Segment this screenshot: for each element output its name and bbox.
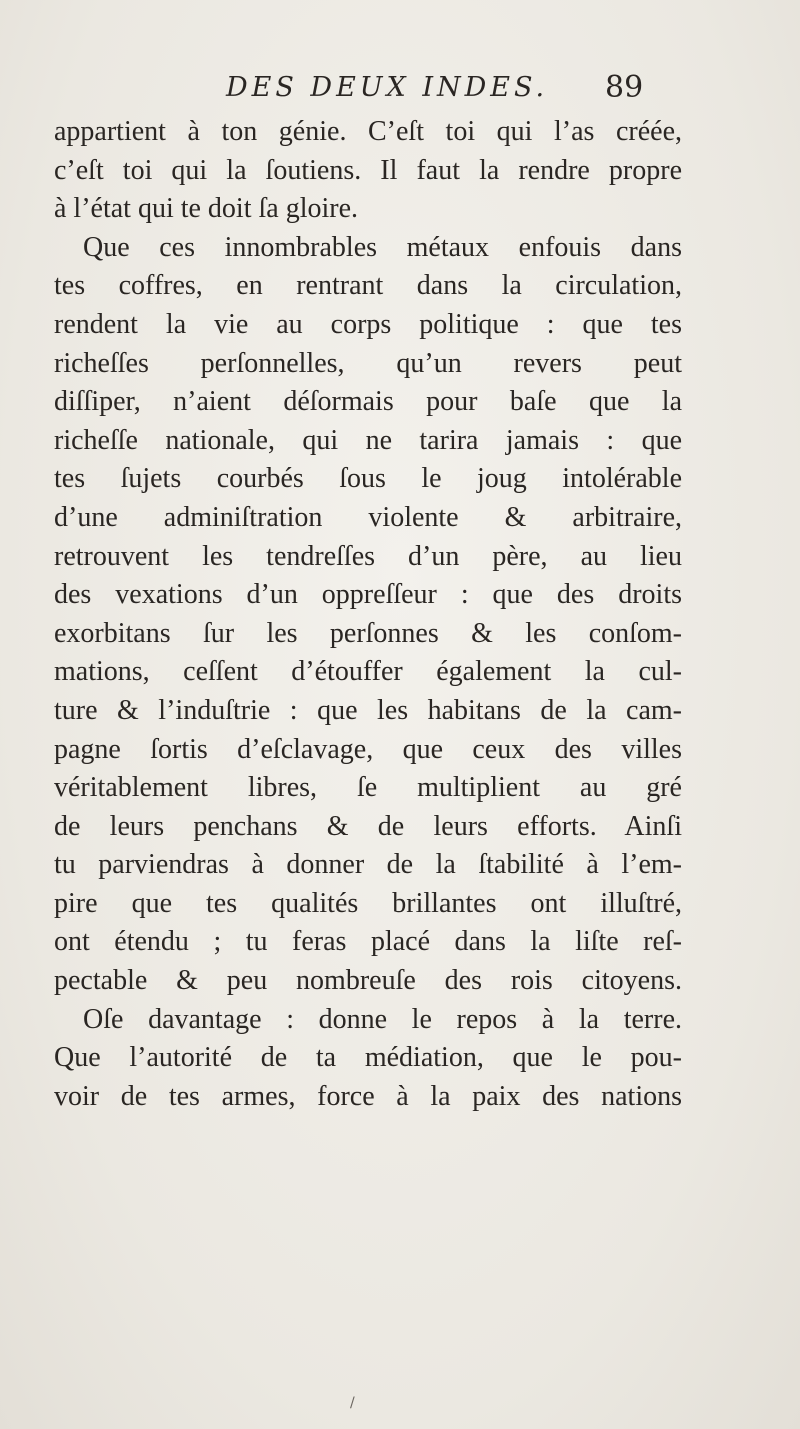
text-line: exorbitans ſur les perſonnes & les conſom- [54, 617, 682, 649]
text-line: véritablement libres, ſe multiplient au gré [54, 772, 682, 804]
body-text [54, 113, 682, 1116]
text-line: pagne ſortis d’eſclavage, que ceux des villes [54, 733, 682, 765]
text-line: tes ſujets courbés ſous le joug intolérable [54, 463, 682, 495]
text-line: Que l’autorité de ta médiation, que le pou- [54, 1042, 682, 1074]
text-line: pire que tes qualités brillantes ont illuſtré, [54, 887, 682, 919]
text-line: d’une adminiſtration violente & arbitraire, [54, 501, 682, 533]
text-line: appartient à ton génie. C’eſt toi qui l’as créée, [54, 116, 682, 147]
text-line: à l’état qui te doit ſa gloire. [54, 193, 359, 225]
page-number: 89 [605, 70, 644, 105]
text-line: tes coffres, en rentrant dans la circulation, [54, 270, 682, 302]
text-line: tu parviendras à donner de la ſtabilité à l’em- [54, 849, 682, 881]
text-line: de leurs penchans & de leurs efforts. Ainſi [54, 810, 682, 842]
text-line: richeſſes perſonnelles, qu’un revers peut [54, 347, 682, 379]
text-line: ture & l’induſtrie : que les habitans de la cam- [54, 694, 682, 726]
running-title: DES DEUX INDES. [226, 72, 549, 103]
text-line: richeſſe nationale, qui ne tarira jamais : que [54, 424, 682, 456]
text-line: pectable & peu nombreuſe des rois citoyens. [54, 965, 682, 997]
text-line: mations, ceſſent d’étouffer également la cul- [54, 656, 682, 688]
text-line: des vexations d’un oppreſſeur : que des droits [54, 579, 682, 611]
text-line: Oſe davantage : donne le repos à la terre. [83, 1003, 682, 1035]
text-line: ont étendu ; tu feras placé dans la liſte reſ- [54, 926, 682, 958]
text-line: diſſiper, n’aient déſormais pour baſe que la [54, 386, 682, 418]
text-line: retrouvent les tendreſſes d’un père, au lieu [54, 540, 682, 572]
text-line: Que ces innombrables métaux enfouis dans [83, 231, 682, 263]
text-line: c’eſt toi qui la ſoutiens. Il faut la rendre propre [54, 154, 682, 186]
text-line: voir de tes armes, force à la paix des nations [54, 1080, 682, 1112]
ink-mark: / [350, 1395, 355, 1411]
page-header [0, 72, 800, 112]
text-line: rendent la vie au corps politique : que tes [54, 308, 682, 340]
